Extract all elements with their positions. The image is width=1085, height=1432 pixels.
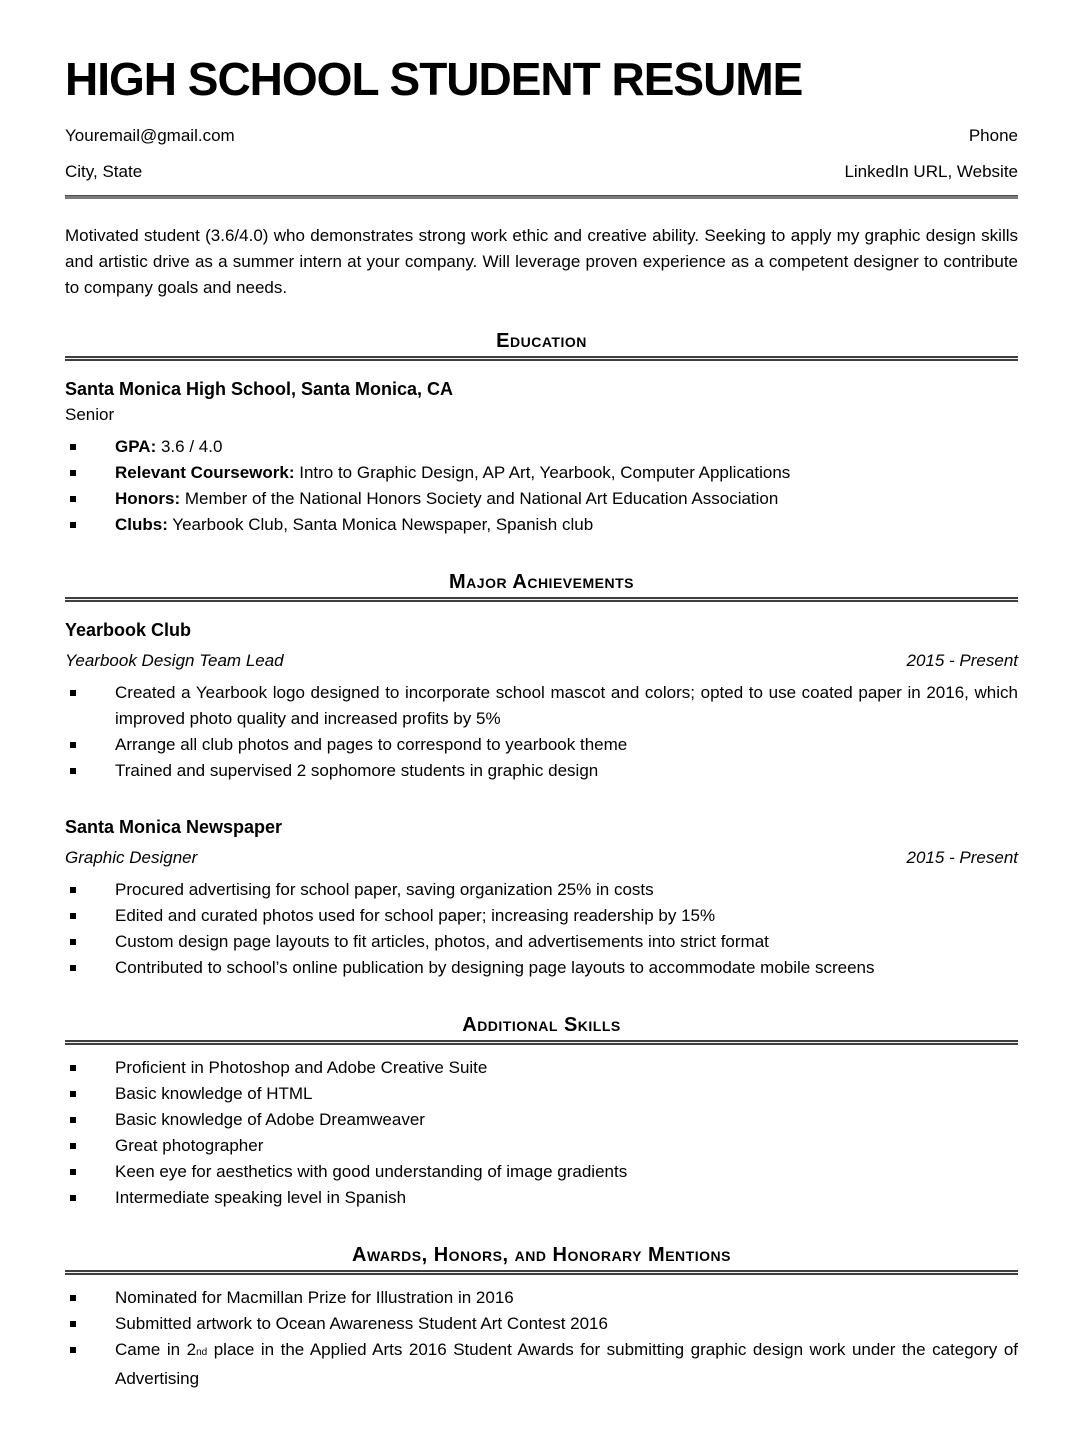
contact-location: City, State — [65, 161, 143, 181]
bullet-item: Edited and curated photos used for school paper; increasing readership by 15% — [65, 903, 1018, 929]
bullet-item: Custom design page layouts to fit articles, photos, and advertisements into strict format — [65, 929, 1018, 955]
achievement-entries — [65, 617, 1018, 981]
bullet-item: Contributed to school’s online publication by designing page layouts to accommodate mobile screens — [65, 955, 1018, 981]
education-divider — [65, 356, 1018, 361]
entry-bullet-list — [65, 680, 1018, 784]
section-heading-skills: Additional Skills — [462, 1013, 621, 1036]
education-bullet-list — [65, 434, 1018, 538]
bullet-item: Great photographer — [65, 1133, 1018, 1159]
bullet-item: Honors: Member of the National Honors Society and National Art Education Association — [65, 486, 1018, 512]
summary-paragraph: Motivated student (3.6/4.0) who demonstrates strong work ethic and creative ability. Seeking to apply my graphic design skills and artistic drive as a summer intern at your company. Will leverage proven experience as a competent designer to contribute to company goals and needs. — [65, 225, 1018, 297]
achievement-entry — [65, 617, 1018, 784]
bullet-item: Proficient in Photoshop and Adobe Creative Suite — [65, 1055, 1018, 1081]
education-grade: Senior — [65, 404, 115, 424]
bullet-item: Relevant Coursework: Intro to Graphic Design, AP Art, Yearbook, Computer Applications — [65, 460, 1018, 486]
bullet-item: Clubs: Yearbook Club, Santa Monica Newspaper, Spanish club — [65, 512, 1018, 538]
education-school: Santa Monica High School, Santa Monica, CA — [65, 378, 454, 399]
entry-organization: Santa Monica Newspaper — [65, 816, 283, 837]
skills-bullet-list — [65, 1055, 1018, 1211]
contact-phone: Phone — [968, 125, 1018, 145]
section-heading-awards: Awards, Honors, and Honorary Mentions — [352, 1243, 731, 1266]
awards-bullet-list — [65, 1285, 1018, 1392]
entry-bullet-list — [65, 877, 1018, 981]
entry-meta-row — [65, 845, 1018, 871]
bullet-item: GPA: 3.6 / 4.0 — [65, 434, 1018, 460]
section-heading-education: Education — [496, 329, 587, 352]
contact-row-2 — [65, 159, 1018, 185]
entry-dates: 2015 - Present — [906, 847, 1018, 867]
entry-organization: Yearbook Club — [65, 619, 192, 640]
achievement-entry — [65, 814, 1018, 981]
ordinal-suffix: nd — [196, 1346, 208, 1358]
contact-divider — [65, 195, 1018, 199]
bullet-item: Submitted artwork to Ocean Awareness Student Art Contest 2016 — [65, 1311, 1018, 1337]
bullet-label: Clubs: — [115, 514, 168, 534]
bullet-item: Intermediate speaking level in Spanish — [65, 1185, 1018, 1211]
bullet-label: GPA: — [115, 436, 157, 456]
bullet-item: Arrange all club photos and pages to correspond to yearbook theme — [65, 732, 1018, 758]
achievements-divider — [65, 597, 1018, 602]
skills-divider — [65, 1040, 1018, 1045]
bullet-item: Created a Yearbook logo designed to incorporate school mascot and colors; opted to use coated paper in 2016, which improved photo quality and increased profits by 5% — [65, 680, 1018, 732]
contact-row-1 — [65, 123, 1018, 149]
bullet-label: Relevant Coursework: — [115, 462, 295, 482]
contact-links: LinkedIn URL, Website — [844, 161, 1018, 181]
entry-dates: 2015 - Present — [906, 650, 1018, 670]
entry-role: Yearbook Design Team Lead — [65, 650, 284, 670]
bullet-item: Trained and supervised 2 sophomore students in graphic design — [65, 758, 1018, 784]
entry-meta-row — [65, 648, 1018, 674]
awards-divider — [65, 1270, 1018, 1275]
bullet-item: Keen eye for aesthetics with good understanding of image gradients — [65, 1159, 1018, 1185]
bullet-label: Honors: — [115, 488, 181, 508]
bullet-item: Basic knowledge of Adobe Dreamweaver — [65, 1107, 1018, 1133]
contact-email: Youremail@gmail.com — [65, 125, 235, 145]
page-title: HIGH SCHOOL STUDENT RESUME — [65, 53, 803, 105]
bullet-item: Came in 2nd place in the Applied Arts 2016 Student Awards for submitting graphic design work under the category of Advertising — [65, 1337, 1018, 1392]
bullet-item: Basic knowledge of HTML — [65, 1081, 1018, 1107]
section-heading-achievements: Major Achievements — [449, 570, 634, 593]
bullet-item: Nominated for Macmillan Prize for Illustration in 2016 — [65, 1285, 1018, 1311]
entry-role: Graphic Designer — [65, 847, 198, 867]
bullet-item: Procured advertising for school paper, saving organization 25% in costs — [65, 877, 1018, 903]
